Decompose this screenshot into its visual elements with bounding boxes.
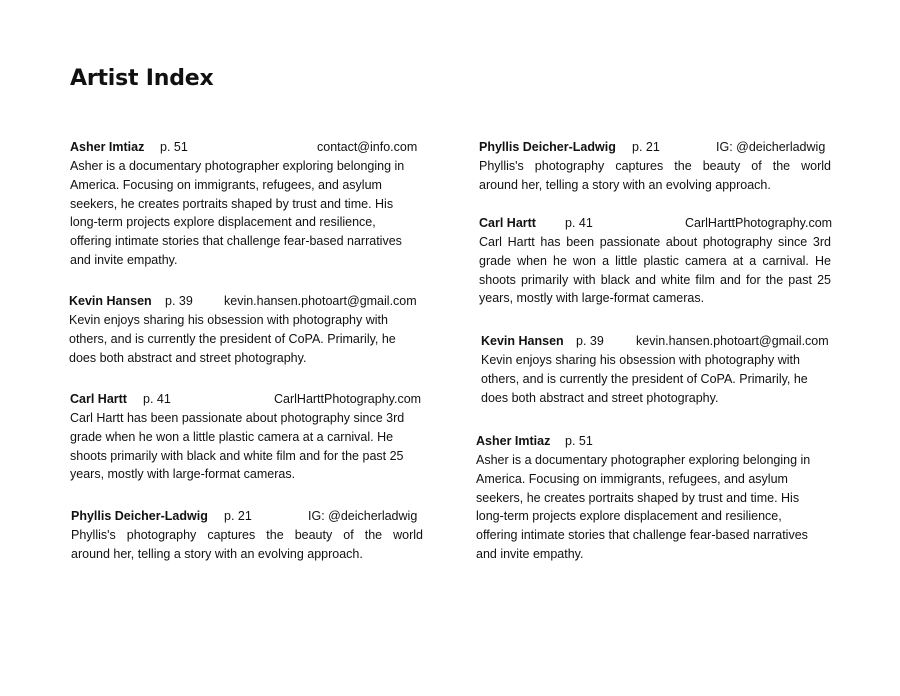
artist-name: Asher Imtiaz — [70, 140, 145, 154]
entry-header — [71, 507, 423, 525]
artist-entry — [476, 432, 836, 564]
bio-line: does both abstract and street photography. — [481, 390, 719, 405]
entry-header — [481, 332, 841, 350]
artist-bio — [481, 351, 841, 407]
bio-line: and invite empathy. — [476, 546, 584, 561]
entry-header — [479, 214, 839, 232]
artist-bio — [70, 409, 422, 484]
page-number: p. 41 — [143, 392, 171, 406]
entry-header — [70, 390, 422, 408]
bio-line: Phyllis's photography captures the beauty of the world — [71, 528, 423, 542]
artist-entry — [69, 292, 429, 367]
artist-bio — [70, 157, 420, 270]
bio-line: others, and is currently the president of CoPA. Primarily, he — [481, 371, 808, 386]
page-number: p. 21 — [224, 509, 252, 523]
artist-bio — [69, 311, 429, 367]
artist-contact: IG: @deicherladwig — [308, 509, 418, 523]
page-number: p. 51 — [565, 434, 593, 448]
bio-line: Kevin enjoys sharing his obsession with photography with — [69, 313, 388, 327]
artist-bio — [479, 157, 831, 195]
bio-line: does both abstract and street photography. — [69, 350, 307, 365]
entry-header — [479, 138, 831, 156]
bio-line: around her, telling a story with an evolving approach. — [479, 177, 771, 192]
page-title: Artist Index — [70, 66, 214, 91]
page-number: p. 39 — [165, 294, 193, 308]
bio-line: years, mostly with large-format cameras. — [70, 467, 296, 482]
artist-name: Kevin Hansen — [69, 294, 152, 308]
entry-header — [476, 432, 836, 450]
bio-line: around her, telling a story with an evolving approach. — [71, 546, 363, 561]
bio-line: grade when he won a little plastic camera at a carnival. He — [70, 429, 394, 444]
bio-line: and invite empathy. — [70, 252, 178, 267]
bio-line: others, and is currently the president of CoPA. Primarily, he — [69, 331, 396, 346]
artist-entry — [70, 138, 420, 270]
bio-line: long-term projects explore displacement and resilience, — [476, 509, 782, 524]
artist-name: Phyllis Deicher-Ladwig — [479, 140, 616, 154]
artist-entry — [479, 138, 831, 195]
bio-line: Carl Hartt has been passionate about photography since 3rd — [70, 411, 405, 425]
artist-entry — [481, 332, 841, 407]
bio-line: Phyllis's photography captures the beauty of the world — [479, 159, 831, 173]
page-number: p. 21 — [632, 140, 660, 154]
bio-line: shoots primarily with black and white film and for the past 25 — [70, 448, 404, 463]
artist-contact: contact@info.com — [317, 140, 418, 154]
artist-entry — [70, 390, 422, 484]
artist-bio — [71, 526, 423, 564]
artist-contact: CarlHarttPhotography.com — [274, 392, 422, 406]
entry-header — [69, 292, 429, 310]
entry-header — [70, 138, 420, 156]
bio-line: Asher is a documentary photographer exploring belonging in — [476, 453, 811, 467]
bio-line: seekers, he creates portraits shaped by trust and time. His — [70, 196, 394, 211]
artist-entry — [479, 214, 839, 308]
bio-line: seekers, he creates portraits shaped by trust and time. His — [476, 490, 800, 505]
bio-line: offering intimate stories that challenge fear-based narratives — [70, 234, 402, 249]
bio-line: America. Focusing on immigrants, refugees, and asylum — [70, 177, 382, 192]
artist-name: Kevin Hansen — [481, 334, 564, 348]
bio-line: offering intimate stories that challenge fear-based narratives — [476, 528, 808, 543]
artist-bio — [476, 451, 836, 564]
page-number: p. 51 — [160, 140, 188, 154]
artist-contact: CarlHarttPhotography.com — [685, 216, 833, 230]
artist-contact: IG: @deicherladwig — [716, 140, 826, 154]
artist-name: Phyllis Deicher-Ladwig — [71, 509, 208, 523]
bio-line: Asher is a documentary photographer exploring belonging in — [70, 159, 405, 173]
artist-name: Carl Hartt — [70, 392, 127, 406]
bio-line: years, mostly with large-format cameras. — [479, 291, 705, 306]
artist-entry — [71, 507, 423, 564]
artist-name: Asher Imtiaz — [476, 434, 551, 448]
artist-name: Carl Hartt — [479, 216, 536, 230]
page-number: p. 39 — [576, 334, 604, 348]
bio-line: Kevin enjoys sharing his obsession with photography with — [481, 353, 800, 367]
artist-contact: kevin.hansen.photoart@gmail.com — [224, 294, 417, 308]
artist-contact: kevin.hansen.photoart@gmail.com — [636, 334, 829, 348]
artist-bio — [479, 233, 831, 308]
bio-line: grade when he won a little plastic camera at a carnival. He — [479, 253, 831, 268]
bio-line: shoots primarily with black and white film and for the past 25 — [479, 272, 831, 287]
page-number: p. 41 — [565, 216, 593, 230]
bio-line: long-term projects explore displacement and resilience, — [70, 215, 376, 230]
bio-line: Carl Hartt has been passionate about photography since 3rd — [479, 235, 831, 249]
bio-line: America. Focusing on immigrants, refugees, and asylum — [476, 471, 788, 486]
